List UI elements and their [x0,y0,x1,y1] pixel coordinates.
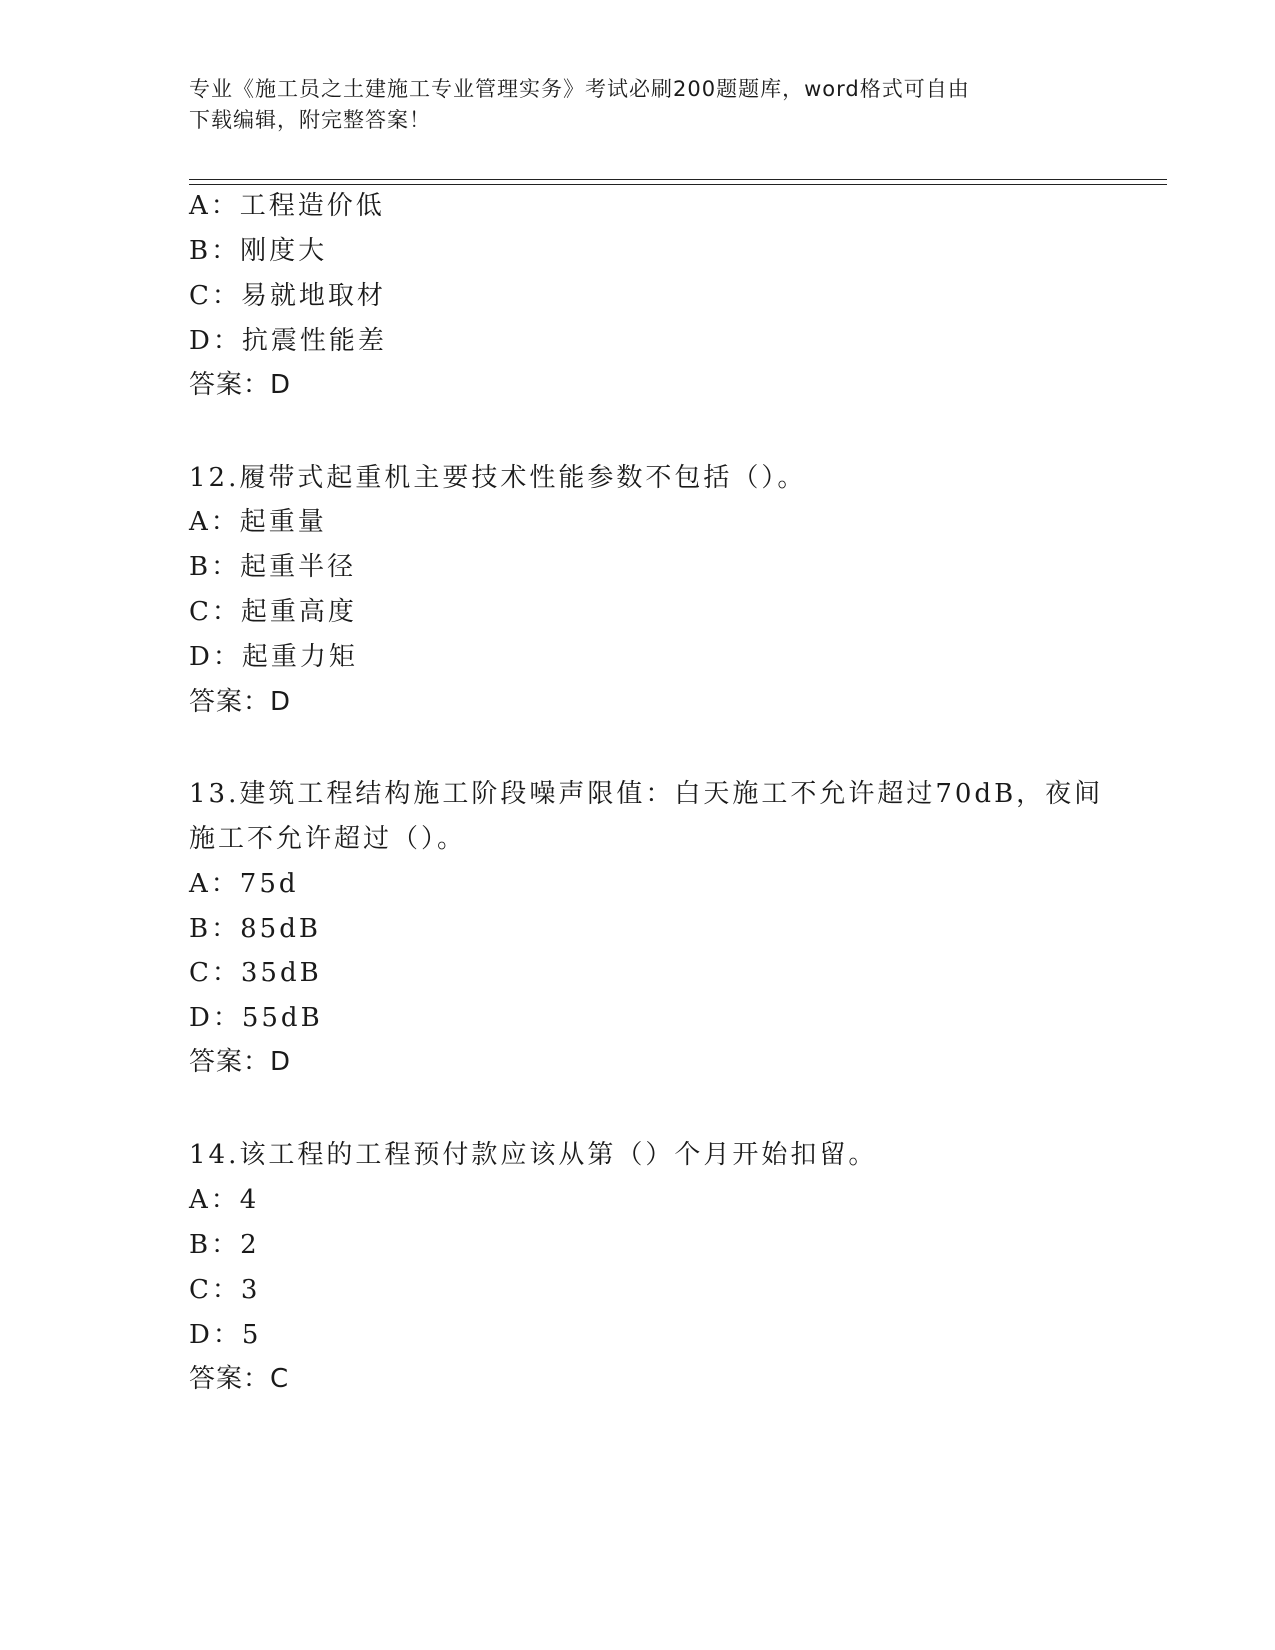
q14-question: 14.该工程的工程预付款应该从第（）个月开始扣留。 [189,1140,878,1170]
q14-option-c: C：3 [189,1275,261,1305]
q14-option-a: A：4 [189,1185,260,1215]
q11-option-c: C：易就地取材 [189,281,386,311]
q14-option-b: B：2 [189,1230,260,1260]
q12-option-c: C：起重高度 [189,597,357,627]
q12-question: 12.履带式起重机主要技术性能参数不包括（）。 [189,463,807,493]
q13-answer: 答案：D [189,1047,292,1077]
document-header [189,74,1089,136]
q13-option-d: D：55dB [189,1003,323,1033]
q11-answer: 答案：D [189,370,292,400]
q14-option-d: D：5 [189,1320,262,1350]
q14-answer: 答案：C [189,1364,290,1394]
q13-question-line-2: 施工不允许超过（）。 [189,824,467,854]
q12-option-d: D：起重力矩 [189,642,358,672]
header-line-1: 专业《施工员之土建施工专业管理实务》考试必刷200题题库，word格式可自由 [189,77,970,101]
q12-option-b: B：起重半径 [189,552,357,582]
header-divider-top [189,179,1167,180]
q13-option-b: B：85dB [189,914,321,944]
q13-question-line-1: 13.建筑工程结构施工阶段噪声限值：白天施工不允许超过70dB，夜间 [189,779,1104,809]
q11-option-b: B：刚度大 [189,236,328,266]
q13-option-a: A：75d [189,869,299,899]
header-divider-bottom [189,184,1167,185]
header-line-2: 下载编辑，附完整答案！ [189,108,431,132]
q13-option-c: C：35dB [189,958,322,988]
q11-option-d: D：抗震性能差 [189,326,387,356]
q12-option-a: A：起重量 [189,507,327,537]
q11-option-a: A：工程造价低 [189,191,385,221]
q12-answer: 答案：D [189,687,292,717]
